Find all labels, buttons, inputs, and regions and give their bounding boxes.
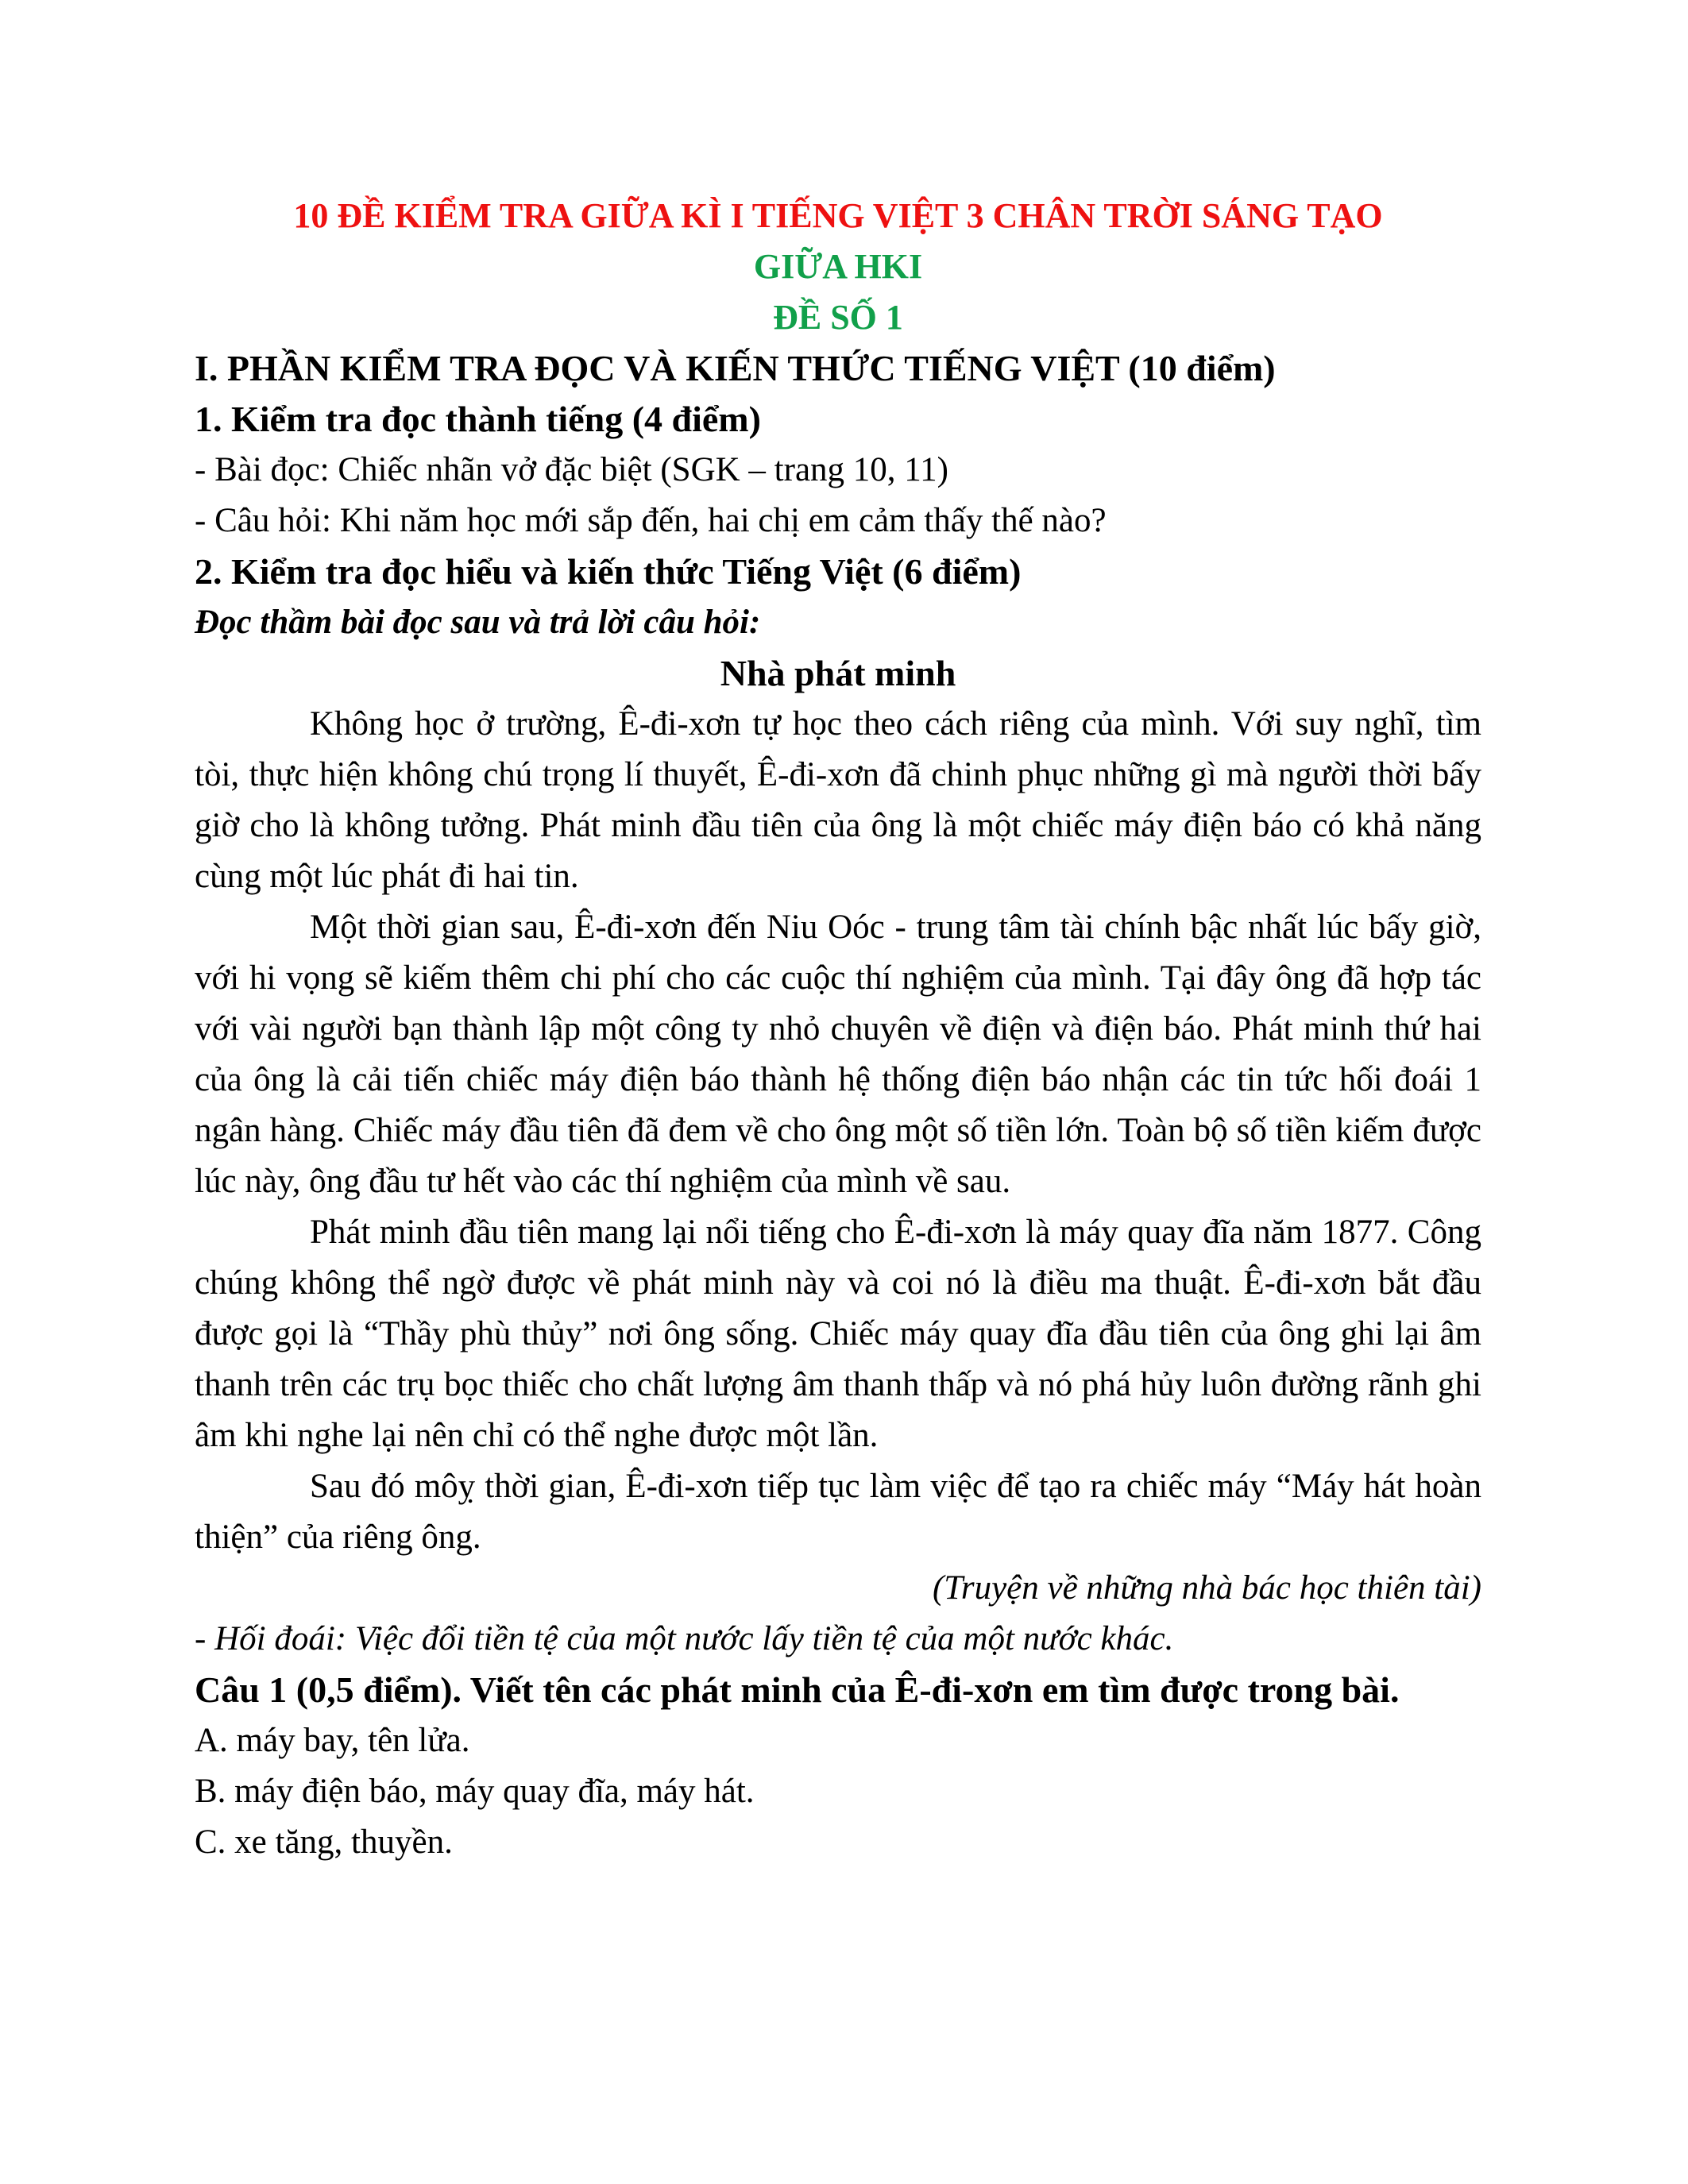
exam-number: ĐỀ SỐ 1 <box>773 298 903 337</box>
answer-option-b: B. máy điện báo, máy quay đĩa, máy hát. <box>195 1773 755 1810</box>
story-paragraph: Một thời gian sau, Ê-đi-xơn đến Niu Oóc - trung tâm tài chính bậc nhất lúc bấy giờ, với hi vọng sẽ kiếm thêm chi phí cho các cuộc thí nghiệm của mình. Tại đây ông đã hợp tác với vài người bạn thành lập một công ty nhỏ chuyên về điện và điện báo. Phát minh thứ hai của ông là cải tiến chiếc máy điện báo thành hệ thống điện báo nhận các tin tức hối đoái 1 ngân hàng. Chiếc máy đầu tiên đã đem về cho ông một số tiền lớn. Toàn bộ số tiền kiếm được lúc này, ông đầu tư hết vào các thí nghiệm của mình về sau. <box>195 909 1481 1200</box>
story-source: (Truyện về những nhà bác học thiên tài) <box>932 1569 1481 1607</box>
story-paragraph: Sau đó môỵ thời gian, Ê-đi-xơn tiếp tục làm việc để tạo ra chiếc máy “Máy hát hoàn thiện” của riêng ông. <box>195 1468 1481 1556</box>
section-heading: I. PHẦN KIỂM TRA ĐỌC VÀ KIẾN THỨC TIẾNG VIỆT (10 điểm) <box>195 348 1276 388</box>
reading-question: - Câu hỏi: Khi năm học mới sắp đến, hai chị em cảm thấy thế nào? <box>195 502 1107 539</box>
answer-option-a: A. máy bay, tên lửa. <box>195 1722 470 1759</box>
question-prompt: Câu 1 (0,5 điểm). Viết tên các phát minh của Ê-đi-xơn em tìm được trong bài. <box>195 1669 1400 1710</box>
part-2-heading: 2. Kiểm tra đọc hiểu và kiến thức Tiếng Việt (6 điểm) <box>195 551 1022 592</box>
reading-assignment: - Bài đọc: Chiếc nhãn vở đặc biệt (SGK – trang 10, 11) <box>195 451 949 488</box>
glossary-note: - Hối đoái: Việc đổi tiền tệ của một nước lấy tiền tệ của một nước khác. <box>195 1620 1174 1657</box>
story-paragraph: Không học ở trường, Ê-đi-xơn tự học theo cách riêng của mình. Với suy nghĩ, tìm tòi, thực hiện không chú trọng lí thuyết, Ê-đi-xơn đã chinh phục những gì mà người thời bấy giờ cho là không tưởng. Phát minh đầu tiên của ông là một chiếc máy điện báo có khả năng cùng một lúc phát đi hai tin. <box>195 705 1481 895</box>
reading-instruction: Đọc thầm bài đọc sau và trả lời câu hỏi: <box>195 604 761 641</box>
answer-option-c: C. xe tăng, thuyền. <box>195 1823 453 1861</box>
document-title: 10 ĐỀ KIỂM TRA GIỮA KÌ I TIẾNG VIỆT 3 CHÂN TRỜI SÁNG TẠO <box>293 196 1383 235</box>
document-page <box>195 191 1481 1868</box>
story-paragraph: Phát minh đầu tiên mang lại nổi tiếng cho Ê-đi-xơn là máy quay đĩa năm 1877. Công chúng không thể ngờ được về phát minh này và coi nó là điều ma thuật. Ê-đi-xơn bắt đầu được gọi là “Thầy phù thủy” nơi ông sống. Chiếc máy quay đĩa đầu tiên của ông ghi lại âm thanh trên các trụ bọc thiếc cho chất lượng âm thanh thấp và nó phá hủy luôn đường rãnh ghi âm khi nghe lại nên chỉ có thể nghe được một lần. <box>195 1214 1481 1454</box>
document-subtitle: GIỮA HKI <box>753 247 923 286</box>
part-1-heading: 1. Kiểm tra đọc thành tiếng (4 điểm) <box>195 399 761 439</box>
story-title: Nhà phát minh <box>720 653 956 693</box>
